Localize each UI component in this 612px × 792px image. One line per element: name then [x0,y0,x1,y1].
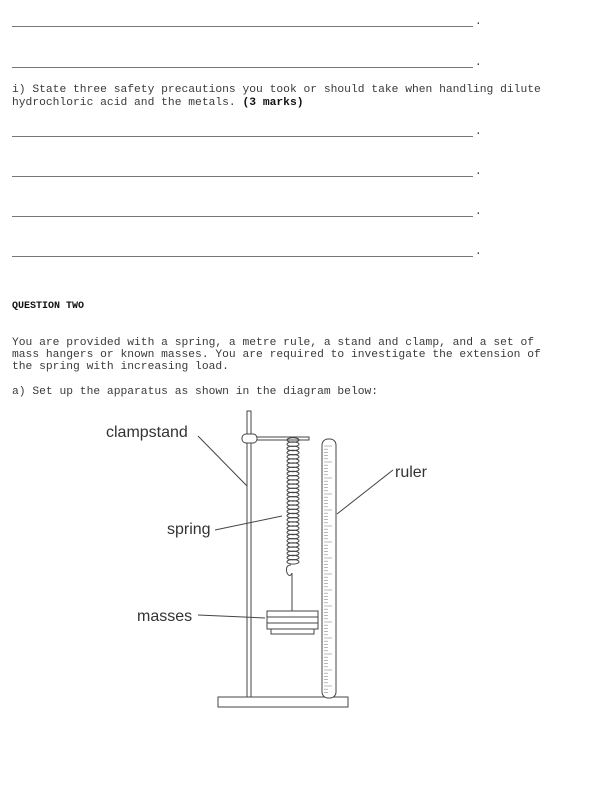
line-end-dot: . [475,206,482,218]
label-spring: spring [167,521,211,538]
question-i-text: hydrochloric acid and the metals. [12,97,243,109]
marks-label: (3 marks) [242,97,304,109]
intro-line: the spring with increasing load. [12,361,229,373]
stand-rod [247,411,251,697]
question-i-line1: i) State three safety precautions you took or should take when handling dilute [12,84,541,96]
line-end-dot: . [475,57,482,69]
label-ruler: ruler [395,464,428,481]
clamp-arm [257,437,309,440]
intro-line: mass hangers or known masses. You are required to investigate the extension of [12,349,541,361]
line-end-dot: . [475,166,482,178]
ruler-leader [337,470,393,514]
clampstand-leader [198,436,247,486]
label-masses: masses [137,608,193,625]
masses-stack [267,611,318,634]
spring-coil [287,438,299,564]
line-end-dot: . [475,16,482,28]
line-end-dot: . [475,126,482,138]
line-end-dot: . [475,246,482,258]
clamp-boss [242,434,257,443]
question-two-heading: QUESTION TWO [12,301,85,312]
part-a-instruction: a) Set up the apparatus as shown in the diagram below: [12,386,379,398]
intro-line: You are provided with a spring, a metre rule, a stand and clamp, and a set of [12,337,535,349]
label-clampstand: clampstand [106,424,188,441]
spring-hook [287,565,293,612]
masses-leader [198,615,265,618]
